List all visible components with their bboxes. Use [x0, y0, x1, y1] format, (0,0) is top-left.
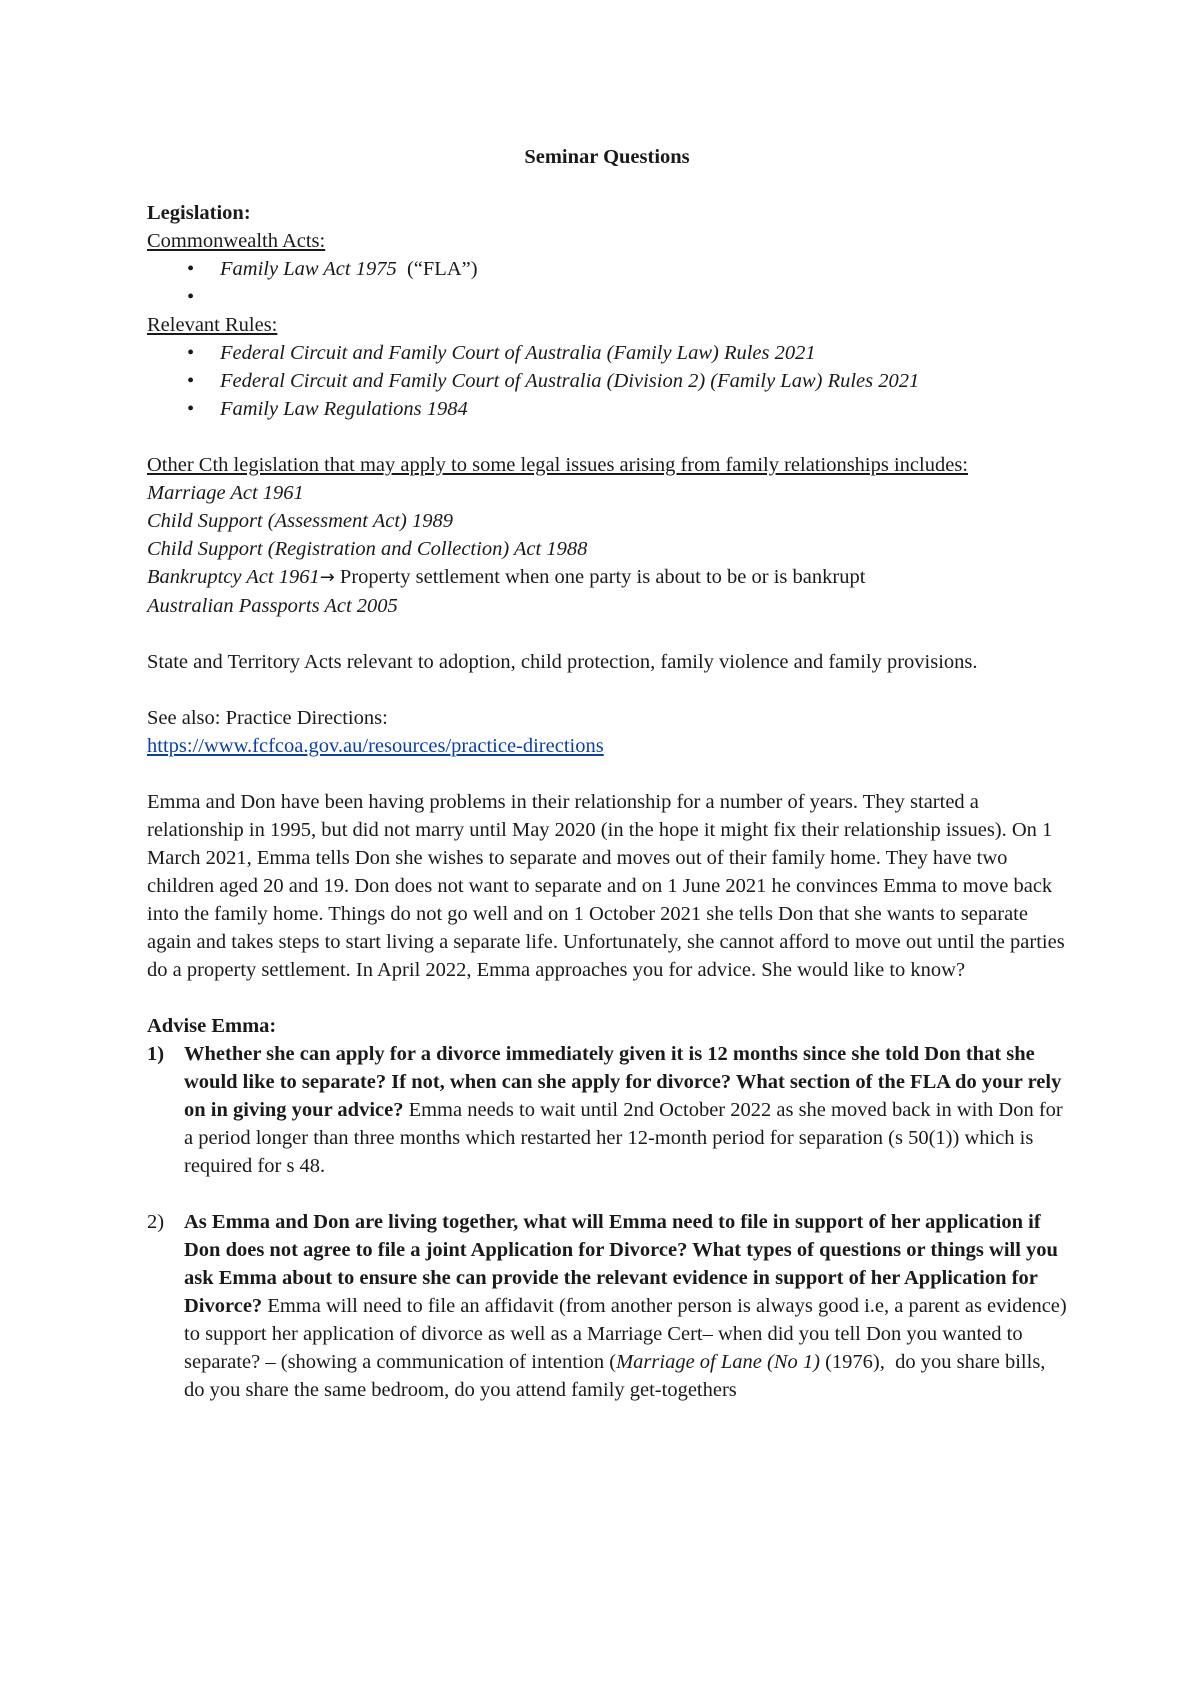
see-also-label: See also: Practice Directions: [147, 707, 388, 729]
other-act: Marriage Act 1961 [147, 482, 304, 504]
practice-directions-link[interactable]: https://www.fcfcoa.gov.au/resources/practice-directions [147, 735, 604, 757]
question-item [147, 1040, 1067, 1180]
rule-title: Federal Circuit and Family Court of Australia (Family Law) Rules 2021 [220, 342, 816, 364]
other-act: Child Support (Registration and Collection) Act 1988 [147, 538, 588, 560]
other-legislation-heading: Other Cth legislation that may apply to some legal issues arising from family relationships includes: [147, 454, 968, 476]
answer-text: Emma needs to wait until 2nd October 2022 as she moved back in with Don for a period longer than three months which restarted her 12-month period for separation (s 50(1)) which is required for s 48. [184, 1099, 1063, 1177]
answer-text: (1976), do you share bills, do you share the same bedroom, do you attend family get-togethers [184, 1351, 1051, 1401]
spacer [147, 760, 1067, 788]
page-title: Seminar Questions [524, 146, 690, 168]
act-abbrev: (“FLA”) [396, 258, 478, 280]
answer-text: Emma will need to file an affidavit (from another person is always good i.e, a parent as evidence) to support her application of divorce as well as a Marriage Cert– when did you tell Don you wanted to separate? – (showing a communication of intention ( [184, 1295, 1067, 1373]
list-item [147, 255, 1067, 283]
question-text: Whether she can apply for a divorce immediately given it is 12 months since she told Don that she would like to separate? If not, when can she apply for divorce? What section of the FLA do your rely on in giving your advice? [184, 1043, 1062, 1121]
question-text: As Emma and Don are living together, what will Emma need to file in support of her application if Don does not agree to file a joint Application for Divorce? What types of questions or things will you ask Emma about to ensure she can provide the relevant evidence in support of her Application for Divorce? [184, 1211, 1058, 1317]
other-act: Australian Passports Act 2005 [147, 595, 398, 617]
arrow-right-icon: → [319, 567, 335, 588]
cth-acts-heading: Commonwealth Acts: [147, 230, 326, 252]
bankruptcy-act: Bankruptcy Act 1961 [147, 566, 320, 588]
scenario-paragraph: Emma and Don have been having problems in their relationship for a number of years. They started a relationship in 1995, but did not marry until May 2020 (in the hope it might fix their relationship issues). On 1 March 2021, Emma tells Don she wishes to separate and moves out of their family home. They have two children aged 20 and 19. Don does not want to separate and on 1 June 2021 he convinces Emma to move back into the family home. Things do not go well and on 1 October 2021 she tells Don that she wants to separate again and takes steps to start living a separate life. Unfortunately, she cannot afford to move out until the parties do a property settlement. In April 2022, Emma approaches you for advice. She would like to know? [147, 791, 1065, 981]
rule-title: Family Law Regulations 1984 [220, 398, 468, 420]
act-title: Family Law Act 1975 [220, 258, 397, 280]
case-citation: Marriage of Lane (No 1) [616, 1351, 820, 1373]
rules-heading: Relevant Rules: [147, 314, 278, 336]
bullet-icon: • [187, 286, 195, 308]
state-acts-paragraph: State and Territory Acts relevant to adoption, child protection, family violence and family provisions. [147, 651, 978, 673]
bullet-icon: • [187, 342, 195, 364]
question-number: 1) [147, 1043, 165, 1065]
question-number: 2) [147, 1211, 165, 1233]
legislation-heading: Legislation: [147, 202, 251, 224]
bullet-icon: • [187, 370, 195, 392]
list-item [147, 367, 1067, 395]
bankruptcy-line [147, 563, 1067, 592]
questions-list [147, 1040, 1067, 1404]
question-item [147, 1208, 1067, 1404]
rules-list [147, 339, 1067, 423]
spacer [147, 620, 1067, 648]
document-page [147, 143, 1067, 1404]
cth-acts-list [147, 255, 1067, 311]
spacer [147, 984, 1067, 1012]
rule-title: Federal Circuit and Family Court of Australia (Division 2) (Family Law) Rules 2021 [220, 370, 920, 392]
question-spacer [147, 1180, 1067, 1208]
bullet-icon: • [187, 258, 195, 280]
list-item [147, 283, 1067, 311]
list-item [147, 395, 1067, 423]
bullet-icon: • [187, 398, 195, 420]
other-act: Child Support (Assessment Act) 1989 [147, 510, 453, 532]
bankruptcy-note: Property settlement when one party is about to be or is bankrupt [334, 566, 866, 588]
list-item [147, 339, 1067, 367]
spacer [147, 423, 1067, 451]
advise-heading: Advise Emma: [147, 1015, 277, 1037]
spacer [147, 676, 1067, 704]
